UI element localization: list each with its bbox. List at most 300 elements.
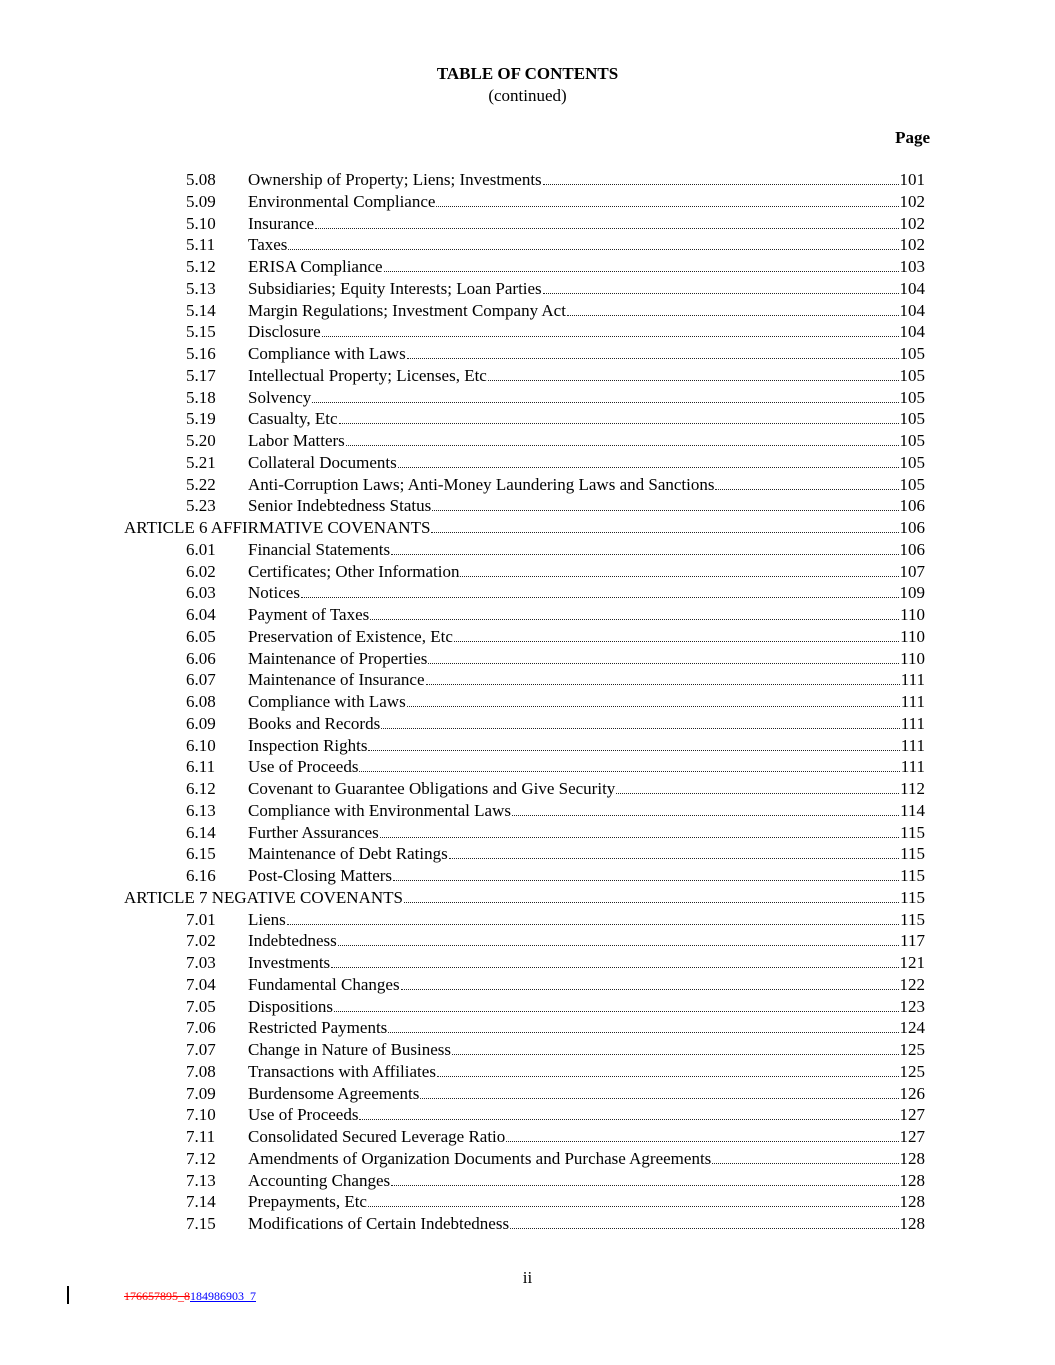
dot-leader: [346, 431, 899, 446]
toc-section-row: [0, 909, 1055, 931]
dot-leader: [449, 844, 899, 859]
toc-section-row: [0, 278, 1055, 300]
dot-leader: [381, 714, 900, 729]
toc-entry-line: [248, 300, 925, 322]
toc-section-number: 7.02: [186, 931, 216, 951]
dot-leader: [506, 1127, 898, 1142]
dot-leader: [338, 931, 899, 946]
table-of-contents: [0, 169, 1055, 1235]
toc-page-number: 105: [899, 365, 925, 385]
toc-section-title: Use of Proceeds: [248, 1105, 359, 1125]
dot-leader: [454, 627, 899, 642]
toc-section-title: Disclosure: [248, 322, 321, 342]
toc-section-row: [0, 1213, 1055, 1235]
toc-section-row: [0, 561, 1055, 583]
toc-page-number: 105: [899, 344, 925, 363]
dot-leader: [312, 388, 898, 403]
toc-section-row: [0, 843, 1055, 865]
toc-section-number: 5.09: [186, 191, 216, 211]
toc-section-title: Further Assurances: [248, 822, 379, 842]
toc-section-row: [0, 778, 1055, 800]
toc-section-title: Modifications of Certain Indebtedness: [248, 1214, 510, 1233]
toc-page-number: 101: [899, 170, 925, 189]
toc-section-row: [0, 365, 1055, 387]
toc-page-number: 106: [899, 518, 925, 537]
toc-section-title: Compliance with Laws: [248, 344, 406, 363]
toc-section-number: 5.15: [186, 322, 216, 342]
toc-page-number: 111: [900, 757, 925, 777]
toc-section-number: 6.03: [186, 583, 216, 603]
dot-leader: [388, 1018, 898, 1033]
toc-page-number: 102: [899, 213, 925, 233]
dot-leader: [322, 322, 899, 337]
toc-entry-line: [248, 1104, 925, 1126]
toc-entry-line: [248, 1213, 925, 1235]
toc-section-title: Covenant to Guarantee Obligations and Give Security: [248, 779, 616, 798]
toc-section-row: [0, 822, 1055, 844]
dot-leader: [315, 214, 898, 229]
toc-section-row: [0, 582, 1055, 604]
toc-section-row: [0, 1126, 1055, 1148]
toc-section-row: [0, 169, 1055, 191]
toc-entry-line: [248, 256, 925, 278]
dot-leader: [712, 1149, 898, 1164]
toc-entry-line: [248, 1017, 925, 1039]
toc-section-row: [0, 1083, 1055, 1105]
toc-section-number: 5.21: [186, 452, 216, 472]
toc-section-row: [0, 343, 1055, 365]
toc-section-row: [0, 756, 1055, 778]
toc-entry-line: [248, 604, 925, 626]
toc-section-row: [0, 996, 1055, 1018]
toc-section-number: 7.03: [186, 953, 216, 972]
toc-section-number: 5.20: [186, 431, 216, 450]
dot-leader: [359, 1105, 898, 1120]
toc-section-number: 5.22: [186, 474, 216, 494]
toc-section-title: Financial Statements: [248, 539, 391, 559]
toc-entry-line: [248, 278, 925, 300]
toc-section-number: 7.05: [186, 996, 216, 1016]
toc-section-number: 7.04: [186, 974, 216, 994]
toc-entry-line: [248, 822, 925, 844]
toc-section-title: Maintenance of Insurance: [248, 670, 425, 690]
toc-page-number: 114: [900, 800, 925, 820]
toc-section-row: [0, 234, 1055, 256]
toc-page-number: 115: [900, 844, 925, 864]
toc-entry-line: [248, 561, 925, 583]
toc-section-row: [0, 713, 1055, 735]
toc-section-number: 6.15: [186, 844, 216, 864]
toc-section-number: 7.15: [186, 1214, 216, 1233]
toc-page-number: 105: [899, 387, 925, 407]
toc-section-title: Preservation of Existence, Etc: [248, 626, 453, 646]
toc-entry-line: [248, 1061, 925, 1083]
toc-section-number: 7.10: [186, 1105, 216, 1125]
toc-page-number: 105: [899, 409, 925, 429]
toc-page-number: 104: [899, 300, 925, 320]
dot-leader: [334, 997, 898, 1012]
document-id-inserted: 184986903_7: [190, 1289, 256, 1303]
toc-section-row: [0, 800, 1055, 822]
toc-section-row: [0, 669, 1055, 691]
dot-leader: [431, 518, 898, 533]
toc-section-number: 5.19: [186, 409, 216, 429]
toc-entry-line: [248, 1039, 925, 1061]
toc-page-number: 121: [899, 953, 925, 972]
toc-entry-line: [248, 387, 925, 409]
toc-section-title: Transactions with Affiliates: [248, 1061, 436, 1081]
toc-section-number: 6.11: [186, 757, 216, 777]
toc-section-number: 6.01: [186, 539, 216, 559]
dot-leader: [380, 823, 899, 838]
dot-leader: [368, 736, 899, 751]
toc-entry-line: [248, 495, 925, 517]
toc-section-row: [0, 430, 1055, 452]
toc-entry-line: [248, 1191, 925, 1213]
toc-section-number: 5.18: [186, 387, 216, 407]
toc-section-number: 6.10: [186, 735, 216, 755]
toc-section-row: [0, 474, 1055, 496]
toc-section-title: Use of Proceeds: [248, 757, 359, 777]
dot-leader: [384, 257, 899, 272]
toc-entry-line: [248, 843, 925, 865]
toc-entry-line: [248, 539, 925, 561]
toc-section-row: [0, 387, 1055, 409]
toc-page-number: 128: [899, 1148, 925, 1168]
toc-page-number: 104: [899, 322, 925, 342]
toc-page-number: 128: [899, 1192, 925, 1212]
dot-leader: [437, 1062, 899, 1077]
toc-section-number: 6.07: [186, 670, 216, 690]
dot-leader: [420, 1084, 898, 1099]
toc-section-title: ERISA Compliance: [248, 257, 383, 276]
toc-page-number: 106: [899, 539, 925, 559]
toc-section-number: 6.09: [186, 713, 216, 733]
toc-entry-line: [248, 1126, 925, 1148]
toc-section-number: 5.14: [186, 300, 216, 320]
toc-entry-line: [248, 582, 925, 604]
toc-page-number: 111: [900, 735, 925, 755]
toc-section-title: Post-Closing Matters: [248, 866, 393, 885]
toc-page-number: 126: [899, 1083, 925, 1103]
toc-section-row: [0, 626, 1055, 648]
toc-entry-line: [248, 952, 925, 974]
toc-article-title: ARTICLE 7 NEGATIVE COVENANTS: [124, 887, 403, 907]
toc-page-number: 125: [899, 1040, 925, 1059]
toc-entry-line: [248, 321, 925, 343]
dot-leader: [428, 649, 899, 664]
toc-section-number: 6.08: [186, 692, 216, 711]
toc-section-number: 7.11: [186, 1127, 216, 1146]
dot-leader: [301, 583, 899, 598]
toc-page-number: 106: [899, 496, 925, 516]
toc-section-number: 7.14: [186, 1192, 216, 1212]
toc-section-number: 5.12: [186, 257, 216, 276]
toc-section-title: Compliance with Laws: [248, 692, 406, 711]
toc-section-title: Margin Regulations; Investment Company Act: [248, 300, 566, 320]
toc-entry-line: [248, 996, 925, 1018]
dot-leader: [359, 757, 899, 772]
toc-page-number: 115: [900, 866, 925, 885]
toc-entry-line: [248, 1170, 925, 1192]
toc-entry-line: [248, 474, 925, 496]
toc-entry-line: [248, 713, 925, 735]
toc-entry-line: [248, 865, 925, 887]
toc-entry-line: [248, 691, 925, 713]
toc-section-title: Casualty, Etc: [248, 409, 338, 429]
toc-section-title: Amendments of Organization Documents and Purchase Agreements: [248, 1148, 712, 1168]
toc-section-title: Accounting Changes: [248, 1170, 391, 1190]
toc-entry-line: [248, 408, 925, 430]
toc-entry-line: [248, 430, 925, 452]
toc-section-row: [0, 604, 1055, 626]
toc-page-number: 124: [899, 1018, 925, 1038]
toc-section-title: Burdensome Agreements: [248, 1083, 420, 1103]
toc-entry-line: [248, 626, 925, 648]
dot-leader: [616, 779, 899, 794]
dot-leader: [715, 475, 898, 490]
dot-leader: [426, 670, 900, 685]
toc-section-number: 6.05: [186, 626, 216, 646]
dot-leader: [567, 301, 899, 316]
dot-leader: [391, 1171, 898, 1186]
toc-section-title: Taxes: [248, 235, 288, 255]
toc-section-number: 7.13: [186, 1170, 216, 1190]
toc-page-number: 105: [899, 452, 925, 472]
footer-page-number: ii: [522, 1268, 533, 1287]
toc-page-number: 110: [900, 605, 925, 624]
toc-section-title: Restricted Payments: [248, 1018, 388, 1038]
dot-leader: [510, 1214, 898, 1229]
toc-page-number: 127: [899, 1105, 925, 1125]
toc-page-number: 122: [899, 974, 925, 994]
toc-entry-line: [248, 1148, 925, 1170]
dot-leader: [398, 453, 899, 468]
toc-section-title: Solvency: [248, 387, 312, 407]
toc-section-title: Intellectual Property; Licenses, Etc: [248, 365, 487, 385]
toc-section-title: Insurance: [248, 213, 315, 233]
toc-page-number: 111: [900, 713, 925, 733]
toc-entry-line: [248, 1083, 925, 1105]
toc-section-row: [0, 213, 1055, 235]
toc-page-number: 104: [899, 278, 925, 298]
toc-section-title: Environmental Compliance: [248, 191, 436, 211]
toc-entry-line: [248, 778, 925, 800]
toc-page-number: 109: [899, 583, 925, 603]
toc-section-row: [0, 495, 1055, 517]
toc-page-number: 105: [899, 474, 925, 494]
toc-section-title: Payment of Taxes: [248, 605, 370, 624]
toc-page-number: 128: [899, 1170, 925, 1190]
toc-section-number: 6.06: [186, 648, 216, 668]
toc-entry-line: [248, 735, 925, 757]
toc-section-number: 7.08: [186, 1061, 216, 1081]
toc-entry-line: [248, 648, 925, 670]
dot-leader: [401, 975, 899, 990]
toc-article-row: [0, 517, 1055, 539]
toc-section-title: Books and Records: [248, 713, 381, 733]
toc-page-number: 105: [899, 431, 925, 450]
revision-bar: [67, 1286, 69, 1304]
toc-subtitle: (continued): [488, 86, 567, 105]
dot-leader: [460, 562, 898, 577]
toc-section-number: 5.17: [186, 365, 216, 385]
dot-leader: [393, 866, 899, 881]
toc-section-number: 6.16: [186, 866, 216, 885]
toc-section-title: Notices: [248, 583, 300, 603]
toc-page-number: 123: [899, 996, 925, 1016]
toc-page-number: 115: [900, 822, 925, 842]
document-id-deleted: 176657895_8: [124, 1289, 190, 1303]
toc-section-number: 5.23: [186, 496, 216, 516]
toc-section-number: 6.13: [186, 800, 216, 820]
toc-title: TABLE OF CONTENTS: [436, 64, 619, 83]
toc-section-title: Anti-Corruption Laws; Anti-Money Laundering Laws and Sanctions: [248, 474, 715, 494]
toc-page-number: 111: [900, 692, 925, 711]
toc-section-row: [0, 648, 1055, 670]
toc-page-number: 112: [900, 779, 925, 798]
toc-section-title: Senior Indebtedness Status: [248, 496, 432, 516]
toc-page-number: 115: [900, 887, 925, 907]
toc-section-title: Prepayments, Etc: [248, 1192, 367, 1212]
toc-section-title: Compliance with Environmental Laws: [248, 800, 511, 820]
toc-section-row: [0, 930, 1055, 952]
toc-page-number: 107: [899, 561, 925, 581]
page-column-header: Page: [895, 128, 930, 147]
toc-section-row: [0, 408, 1055, 430]
toc-section-number: 5.08: [186, 170, 216, 189]
toc-section-row: [0, 691, 1055, 713]
toc-entry-line: [124, 517, 925, 539]
toc-page-number: 115: [900, 909, 925, 929]
dot-leader: [404, 888, 899, 903]
toc-page-number: 127: [899, 1127, 925, 1146]
toc-section-number: 7.07: [186, 1040, 216, 1059]
toc-section-number: 5.13: [186, 278, 216, 298]
dot-leader: [407, 344, 899, 359]
toc-section-title: Dispositions: [248, 996, 334, 1016]
toc-section-row: [0, 952, 1055, 974]
toc-section-number: 7.06: [186, 1018, 216, 1038]
toc-section-row: [0, 539, 1055, 561]
dot-leader: [452, 1040, 898, 1055]
toc-section-number: 5.11: [186, 235, 216, 255]
dot-leader: [288, 235, 898, 250]
toc-entry-line: [248, 343, 925, 365]
toc-entry-line: [248, 234, 925, 256]
toc-entry-line: [248, 909, 925, 931]
toc-section-row: [0, 1039, 1055, 1061]
toc-entry-line: [248, 191, 925, 213]
toc-section-title: Subsidiaries; Equity Interests; Loan Parties: [248, 278, 542, 298]
dot-leader: [543, 279, 899, 294]
toc-page-number: 110: [900, 626, 925, 646]
toc-page-number: 102: [899, 191, 925, 211]
toc-entry-line: [248, 974, 925, 996]
toc-section-number: 7.09: [186, 1083, 216, 1103]
toc-section-row: [0, 1148, 1055, 1170]
toc-section-title: Consolidated Secured Leverage Ratio: [248, 1127, 506, 1146]
toc-section-title: Inspection Rights: [248, 735, 368, 755]
toc-section-title: Collateral Documents: [248, 452, 397, 472]
toc-entry-line: [248, 669, 925, 691]
dot-leader: [331, 953, 898, 968]
toc-article-title: ARTICLE 6 AFFIRMATIVE COVENANTS: [124, 518, 431, 537]
toc-section-title: Maintenance of Properties: [248, 648, 428, 668]
toc-section-row: [0, 300, 1055, 322]
dot-leader: [436, 192, 898, 207]
toc-page-number: 117: [900, 931, 925, 951]
dot-leader: [407, 692, 900, 707]
toc-section-row: [0, 452, 1055, 474]
document-id: [124, 1288, 256, 1304]
toc-section-title: Change in Nature of Business: [248, 1040, 452, 1059]
toc-page-number: 111: [900, 670, 925, 690]
toc-entry-line: [248, 213, 925, 235]
toc-section-row: [0, 321, 1055, 343]
toc-section-row: [0, 1061, 1055, 1083]
toc-section-title: Ownership of Property; Liens; Investments: [248, 170, 542, 189]
toc-entry-line: [124, 887, 925, 909]
toc-section-row: [0, 1191, 1055, 1213]
toc-section-title: Indebtedness: [248, 931, 337, 951]
toc-entry-line: [248, 365, 925, 387]
toc-section-title: Investments: [248, 953, 331, 972]
toc-page-number: 102: [899, 235, 925, 255]
toc-section-number: 6.12: [186, 779, 216, 798]
toc-article-row: [0, 887, 1055, 909]
toc-section-title: Certificates; Other Information: [248, 561, 460, 581]
toc-section-number: 5.10: [186, 213, 216, 233]
toc-section-title: Maintenance of Debt Ratings: [248, 844, 448, 864]
toc-entry-line: [248, 930, 925, 952]
dot-leader: [512, 801, 899, 816]
toc-page-number: 110: [900, 648, 925, 668]
toc-section-row: [0, 1017, 1055, 1039]
toc-entry-line: [248, 756, 925, 778]
dot-leader: [370, 605, 899, 620]
toc-section-row: [0, 1170, 1055, 1192]
dot-leader: [432, 496, 898, 511]
toc-page-number: 125: [899, 1061, 925, 1081]
toc-section-title: Liens: [248, 909, 286, 929]
dot-leader: [287, 910, 899, 925]
toc-section-row: [0, 974, 1055, 996]
toc-entry-line: [248, 169, 925, 191]
toc-section-number: 7.12: [186, 1148, 216, 1168]
toc-section-row: [0, 735, 1055, 757]
dot-leader: [391, 540, 898, 555]
toc-entry-line: [248, 800, 925, 822]
toc-section-title: Labor Matters: [248, 431, 345, 450]
toc-section-row: [0, 191, 1055, 213]
toc-section-row: [0, 256, 1055, 278]
dot-leader: [488, 366, 899, 381]
toc-section-number: 6.04: [186, 605, 216, 624]
dot-leader: [339, 409, 899, 424]
toc-section-number: 6.02: [186, 561, 216, 581]
toc-section-title: Fundamental Changes: [248, 974, 400, 994]
dot-leader: [368, 1192, 899, 1207]
toc-section-row: [0, 865, 1055, 887]
toc-section-number: 7.01: [186, 909, 216, 929]
toc-page-number: 128: [899, 1214, 925, 1233]
toc-section-row: [0, 1104, 1055, 1126]
toc-section-number: 5.16: [186, 344, 216, 363]
toc-page-number: 103: [899, 257, 925, 276]
toc-entry-line: [248, 452, 925, 474]
toc-section-number: 6.14: [186, 822, 216, 842]
